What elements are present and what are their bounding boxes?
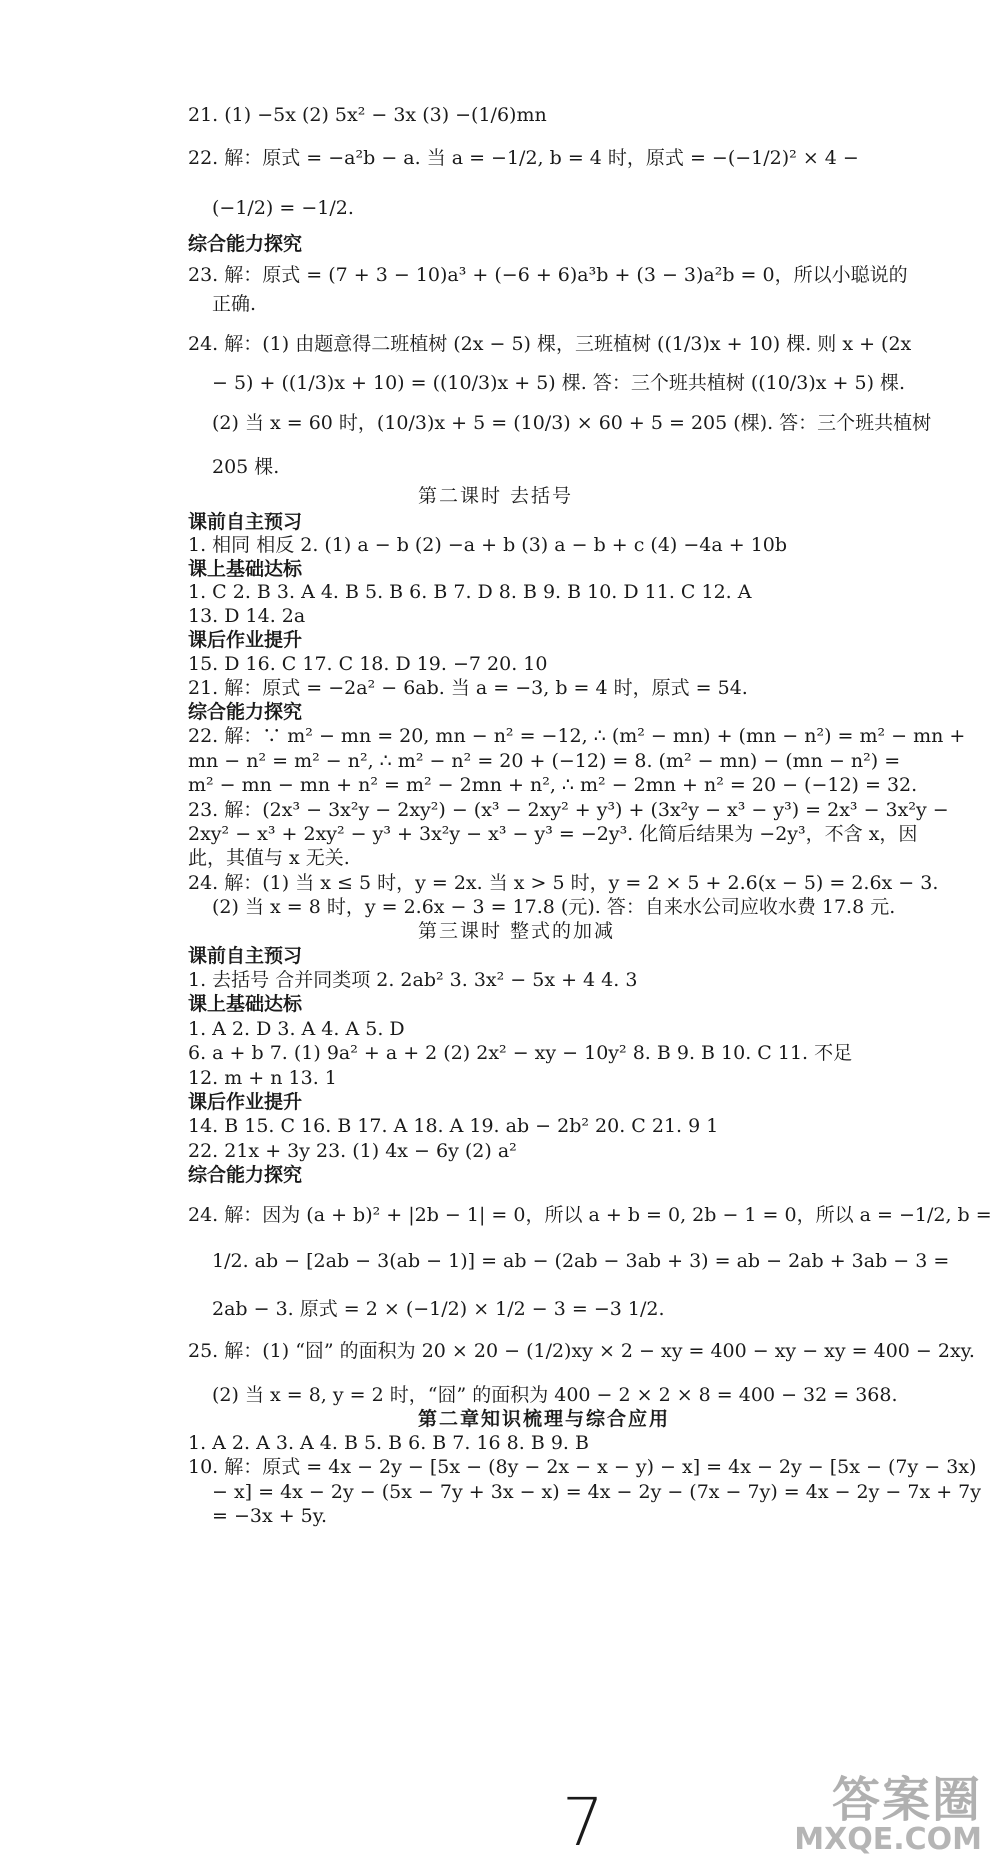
line-24: 23. 解：(2x³ − 3x²y − 2xy²) − (x³ − 2xy² + y³) + (3x²y − x³ − y³) = 2x³ − 3x²y − [188,799,949,821]
line-35: 12. m + n 13. 1 [188,1067,337,1089]
line-07: 24. 解：(1) 由题意得二班植树 (2x − 5) 棵，三班植树 ((1/3)x + 10) 棵. 则 x + (2x [188,333,912,355]
section-heading: 课前自主预习 [188,945,303,967]
chapter-heading: 第二章知识梳理与综合应用 [418,1408,671,1430]
lesson-heading: 第三课时 整式的加减 [418,920,616,942]
line-25: 2xy² − x³ + 2xy² − y³ + 3x²y − x³ − y³ = −2y³. 化简后结果为 −2y³，不含 x，因 [188,823,918,845]
section-heading: 综合能力探究 [188,1164,303,1186]
watermark-url: MXQE.COM [794,1822,982,1857]
line-28: (2) 当 x = 8 时，y = 2.6x − 3 = 17.8 (元). 答：自来水公司应收水费 17.8 元. [212,896,896,918]
section-heading: 课上基础达标 [188,993,303,1015]
section-heading: 综合能力探究 [188,233,303,255]
line-06: 正确. [212,293,257,315]
line-49: = −3x + 5y. [212,1505,328,1527]
line-15: 1. C 2. B 3. A 4. B 5. B 6. B 7. D 8. B 9. B 10. D 11. C 12. A [188,581,752,603]
line-23: m² − mn − mn + n² = m² − 2mn + n², ∴ m² − 2mn + n² = 20 − (−12) = 32. [188,774,918,796]
line-19: 21. 解：原式 = −2a² − 6ab. 当 a = −3, b = 4 时，原式 = 54. [188,677,748,699]
line-38: 22. 21x + 3y 23. (1) 4x − 6y (2) a² [188,1140,517,1162]
line-48: − x] = 4x − 2y − (5x − 7y + 3x − x) = 4x − 2y − (7x − 7y) = 4x − 2y − 7x + 7y [212,1481,981,1503]
line-40: 24. 解：因为 (a + b)² + |2b − 1| = 0，所以 a + b = 0, 2b − 1 = 0，所以 a = −1/2, b = [188,1204,992,1226]
line-34: 6. a + b 7. (1) 9a² + a + 2 (2) 2x² − xy − 10y² 8. B 9. B 10. C 11. 不足 [188,1042,853,1064]
line-03: (−1/2) = −1/2. [212,197,354,219]
line-05: 23. 解：原式 = (7 + 3 − 10)a³ + (−6 + 6)a³b + (3 − 3)a²b = 0，所以小聪说的 [188,264,908,286]
page-number: 7 [562,1784,604,1861]
section-heading: 课后作业提升 [188,629,303,651]
line-21: 22. 解：∵ m² − mn = 20, mn − n² = −12, ∴ (m² − mn) + (mn − n²) = m² − mn + [188,725,966,747]
watermark-logo: 答案圈 [831,1772,982,1828]
line-27: 24. 解：(1) 当 x ≤ 5 时，y = 2x. 当 x > 5 时，y = 2 × 5 + 2.6(x − 5) = 2.6x − 3. [188,872,939,894]
line-47: 10. 解：原式 = 4x − 2y − [5x − (8y − 2x − x − y) − x] = 4x − 2y − [5x − (7y − 3x) [188,1456,977,1478]
line-18: 15. D 16. C 17. C 18. D 19. −7 20. 10 [188,653,548,675]
line-42: 2ab − 3. 原式 = 2 × (−1/2) × 1/2 − 3 = −3 1/2. [212,1298,665,1320]
section-heading: 课上基础达标 [188,558,303,580]
line-10: 205 棵. [212,456,280,478]
line-44: (2) 当 x = 8, y = 2 时，“囧” 的面积为 400 − 2 × 2 × 8 = 400 − 32 = 368. [212,1384,898,1406]
section-heading: 课前自主预习 [188,511,303,533]
line-41: 1/2. ab − [2ab − 3(ab − 1)] = ab − (2ab − 3ab + 3) = ab − 2ab + 3ab − 3 = [212,1250,950,1272]
line-02: 22. 解：原式 = −a²b − a. 当 a = −1/2, b = 4 时，原式 = −(−1/2)² × 4 − [188,147,859,169]
line-08: − 5) + ((1/3)x + 10) = ((10/3)x + 5) 棵. 答：三个班共植树 ((10/3)x + 5) 棵. [212,372,906,394]
line-16: 13. D 14. 2a [188,605,306,627]
line-01: 21. (1) −5x (2) 5x² − 3x (3) −(1/6)mn [188,104,547,126]
line-09: (2) 当 x = 60 时，(10/3)x + 5 = (10/3) × 60 + 5 = 205 (棵). 答：三个班共植树 [212,412,932,434]
line-43: 25. 解：(1) “囧” 的面积为 20 × 20 − (1/2)xy × 2 − xy = 400 − xy − xy = 400 − 2xy. [188,1340,975,1362]
watermark [794,1772,982,1857]
line-26: 此，其值与 x 无关. [188,847,350,869]
line-37: 14. B 15. C 16. B 17. A 18. A 19. ab − 2b² 20. C 21. 9 1 [188,1115,719,1137]
line-13: 1. 相同 相反 2. (1) a − b (2) −a + b (3) a − b + c (4) −4a + 10b [188,534,788,556]
line-31: 1. 去括号 合并同类项 2. 2ab² 3. 3x² − 5x + 4 4. 3 [188,969,638,991]
section-heading: 课后作业提升 [188,1091,303,1113]
lesson-heading: 第二课时 去括号 [418,485,574,507]
line-46: 1. A 2. A 3. A 4. B 5. B 6. B 7. 16 8. B 9. B [188,1432,589,1454]
line-33: 1. A 2. D 3. A 4. A 5. D [188,1018,405,1040]
line-22: mn − n² = m² − n², ∴ m² − n² = 20 + (−12) = 8. (m² − mn) − (mn − n²) = [188,750,901,772]
section-heading: 综合能力探究 [188,701,303,723]
